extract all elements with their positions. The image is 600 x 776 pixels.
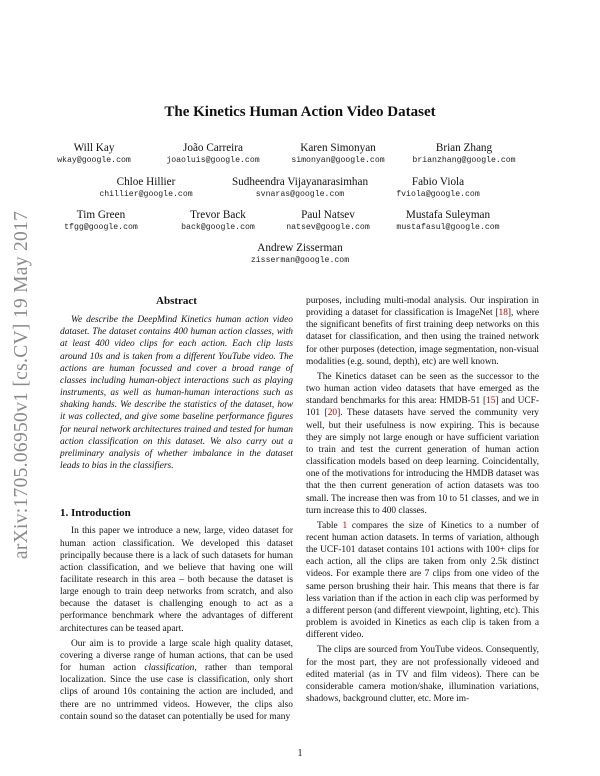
text-span: purposes, including multi-modal analysis. Our inspiration in providing a dataset for classification is ImageNet [	[306, 296, 539, 319]
abstract-body	[60, 314, 293, 472]
text-span: ]. These datasets have served the community very well, but their usefulness is now expiring. This is because they are simply not large enough or have sufficient variation to train and test the current generation of human action classification models based on deep learning. Coincidentally, one of the motivations for introducing the HMDB dataset was that the then current generation of action datasets was too small. The increase then was from 10 to 51 classes, and we in turn increase this to 400 classes.	[306, 408, 539, 516]
author-name: Will Kay	[73, 142, 115, 154]
right-paragraph-4: The clips are sourced from YouTube videos. Consequently, for the most part, they are not professionally videoed and edited material (as in TV and film videos). There can be considerable camera motion/shake, illumination variations, shadows, background clutter, etc. More im-	[306, 645, 539, 704]
author-email[interactable]: tfgg@google.com	[64, 223, 138, 232]
citation-link[interactable]: 15	[486, 396, 496, 407]
citation-link[interactable]: 18	[498, 308, 508, 319]
author-email[interactable]: mustafasul@google.com	[396, 223, 500, 232]
text-span: ] and UCF-101 [	[306, 396, 539, 419]
author-name: Andrew Zisserman	[257, 242, 343, 254]
text-span: Our aim is to provide a large scale high quality dataset, covering a diverse range of human actions, that can be used for human action	[60, 638, 293, 674]
page-number: 1	[297, 748, 303, 759]
text-span: , rather than temporal localization. Since the use case is classification, only short clips of around 10s containing the action are included, and there are no untrimmed videos. However, the clips also contain sound so the dataset can potentially be used for many	[60, 663, 293, 722]
author-block	[353, 209, 543, 234]
emphasis-text: classification	[144, 663, 195, 674]
author-name: Mustafa Suleyman	[405, 209, 491, 221]
right-paragraph-3	[306, 520, 539, 642]
paper-title: The Kinetics Human Action Video Dataset	[164, 104, 436, 120]
abstract-heading: Abstract	[156, 295, 197, 307]
citation-link[interactable]: 20	[327, 408, 338, 419]
text-span: compares the size of Kinetics to a number of recent human action datasets. In terms of variation, although the UCF-101 dataset contains 101 actions with 100+ clips for each action, all the clips are taken from only 2.5k distinct videos. For example there are 7 clips from one video of the same person brushing their hair. This means that there is far less variation than if the action in each clip was performed by a different person (and different viewpoint, lighting, etc). This problem is avoided in Kinetics as each clip is taken from a different video.	[306, 520, 540, 641]
author-email[interactable]: back@google.com	[181, 223, 255, 232]
author-name: Fabio Viola	[411, 176, 465, 188]
author-email[interactable]: svnaras@google.com	[255, 190, 345, 199]
author-email[interactable]: chillier@google.com	[99, 190, 193, 199]
arxiv-stamp	[2, 200, 42, 570]
author-name: Karen Simonyan	[300, 142, 376, 154]
text-span: The Kinetics dataset can be seen as the successor to the two human action video datasets that have emerged as the standard benchmarks for this area: HMDB-51 [	[306, 371, 539, 407]
author-block	[343, 176, 533, 201]
author-name: Brian Zhang	[435, 142, 493, 154]
author-name: Trevor Back	[190, 209, 246, 221]
author-name: Paul Natsev	[301, 209, 355, 221]
abstract-text: We describe the DeepMind Kinetics human action video dataset. The dataset contains 400 human action classes, with at least 400 video clips for each action. Each clip lasts around 10s and is taken from a different YouTube video. The actions are human focussed and cover a broad range of classes including human-object interactions such as playing instruments, as well as human-human interactions such as shaking hands. We describe the statistics of the dataset, how it was collected, and give some baseline performance figures for neural network architectures trained and tested for human action classification on this dataset. We also carry out a preliminary analysis of whether imbalance in the dataset leads to bias in the classifiers.	[60, 315, 293, 472]
table-link[interactable]: 1	[342, 520, 348, 531]
right-paragraph-2	[306, 371, 539, 517]
author-email[interactable]: natsev@google.com	[286, 223, 370, 232]
author-name: Sudheendra Vijayanarasimhan	[231, 176, 369, 188]
author-block	[205, 242, 395, 267]
arxiv-stamp-text: arXiv:1705.06950v1 [cs.CV] 19 May 2017	[11, 210, 32, 560]
intro-paragraph-2	[60, 638, 293, 723]
author-email[interactable]: wkay@google.com	[57, 156, 131, 165]
author-email[interactable]: zisserman@google.com	[250, 256, 350, 265]
author-email[interactable]: joaoluis@google.com	[166, 156, 260, 165]
right-paragraph-1	[306, 295, 539, 368]
right-column	[306, 295, 539, 708]
left-column	[60, 295, 293, 726]
author-name: Chloe Hillier	[116, 176, 176, 188]
intro-paragraph-1: In this paper we introduce a new, large, video dataset for human action classification. We developed this dataset principally because there is a lack of such datasets for human action classification, and we believe that having one will facilitate research in this area – both because the dataset is large enough to train deep networks from scratch, and also because the dataset is challenging enough to act as a performance benchmark where the advantages of different architectures can be teased apart.	[60, 526, 293, 634]
text-span: Table	[317, 520, 343, 531]
author-name: João Carreira	[183, 142, 243, 154]
author-block	[369, 142, 559, 167]
author-email[interactable]: brianzhang@google.com	[412, 156, 516, 165]
author-email[interactable]: simonyan@google.com	[291, 156, 385, 165]
author-email[interactable]: fviola@google.com	[396, 190, 480, 199]
author-name: Tim Green	[76, 209, 126, 221]
section-heading-introduction: 1. Introduction	[60, 507, 131, 520]
text-span: ], where the significant benefits of first training deep networks on this dataset for classification, and then using the trained network for other purposes (detection, image segmentation, non-visual modalities (e.g. sound, depth), etc) are well known.	[306, 308, 539, 367]
